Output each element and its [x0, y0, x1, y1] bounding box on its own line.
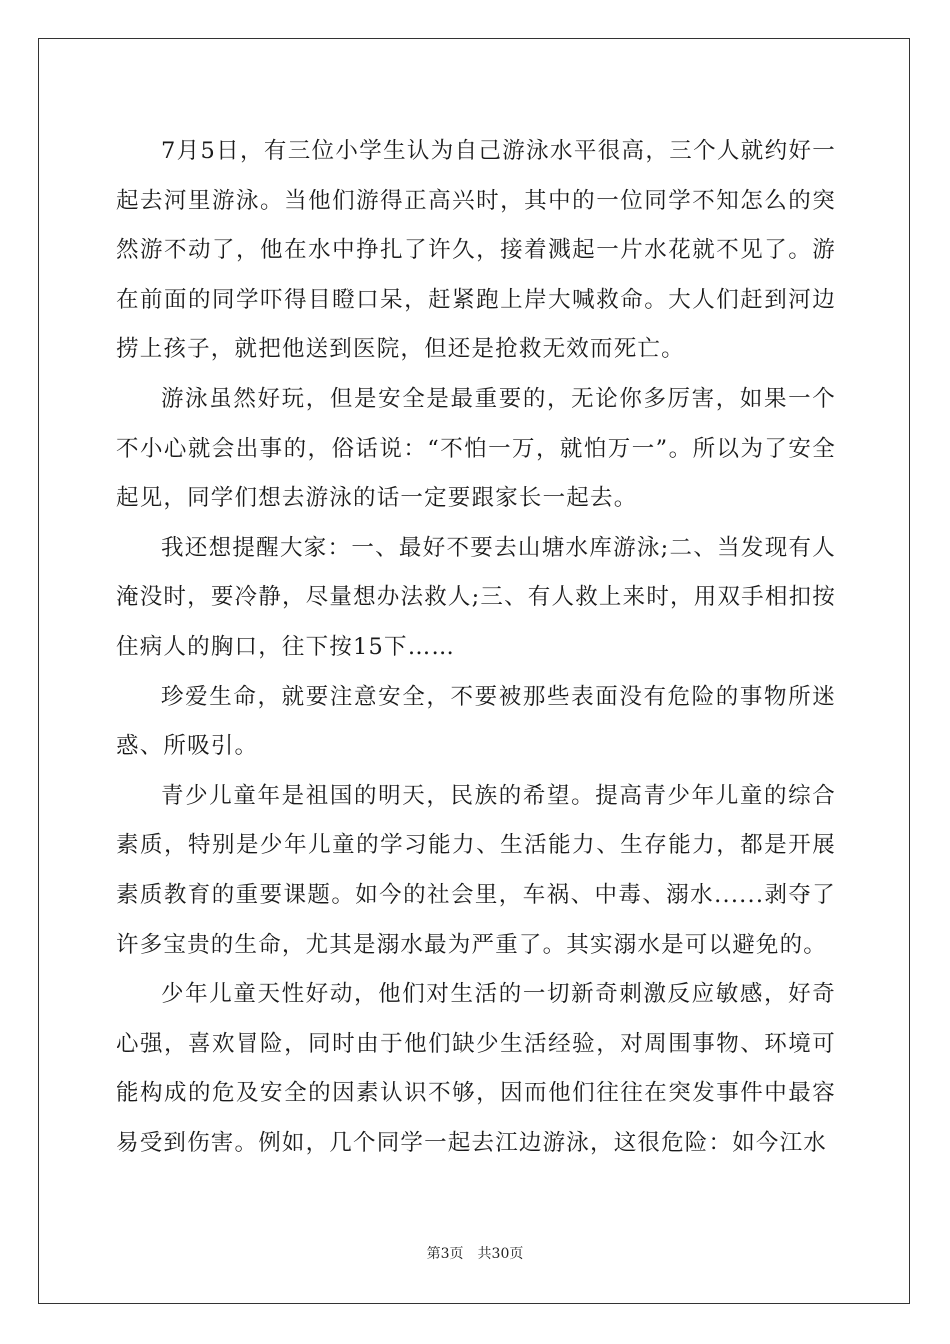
paragraph-5: 青少儿童年是祖国的明天，民族的希望。提高青少年儿童的综合素质，特别是少年儿童的学习能力、生活能力、生存能力，都是开展素质教育的重要课题。如今的社会里，车祸、中毒、溺水......剥夺了许多宝贵的生命，尤其是溺水最为严重了。其实溺水是可以避免的。 — [116, 782, 836, 958]
paragraph-1: 7月5日，有三位小学生认为自己游泳水平很高，三个人就约好一起去河里游泳。当他们游得正高兴时，其中的一位同学不知怎么的突然游不动了，他在水中挣扎了许久，接着溅起一片水花就不见了。游在前面的同学吓得目瞪口呆，赶紧跑上岸大喊救命。大人们赶到河边捞上孩子，就把他送到医院，但还是抢救无效而死亡。 — [116, 138, 836, 363]
page-footer — [0, 1243, 950, 1263]
paragraph-2: 游泳虽然好玩，但是安全是最重要的，无论你多厉害，如果一个不小心就会出事的，俗话说：“不怕一万，就怕万一”。所以为了安全起见，同学们想去游泳的话一定要跟家长一起去。 — [116, 385, 836, 512]
page-total: 共30页 — [477, 1246, 524, 1262]
paragraph-3: 我还想提醒大家：一、最好不要去山塘水库游泳;二、当发现有人淹没时，要冷静，尽量想办法救人;三、有人救上来时，用双手相扣按住病人的胸口，往下按15下…… — [116, 534, 836, 660]
document-body — [116, 127, 836, 1168]
page-number: 第3页 — [426, 1246, 464, 1262]
paragraph-4: 珍爱生命，就要注意安全，不要被那些表面没有危险的事物所迷惑、所吸引。 — [116, 683, 836, 760]
paragraph-6: 少年儿童天性好动，他们对生活的一切新奇刺激反应敏感，好奇心强，喜欢冒险，同时由于他们缺少生活经验，对周围事物、环境可能构成的危及安全的因素认识不够，因而他们往往在突发事件中最容易受到伤害。例如，几个同学一起去江边游泳，这很危险：如今江水 — [116, 981, 836, 1156]
